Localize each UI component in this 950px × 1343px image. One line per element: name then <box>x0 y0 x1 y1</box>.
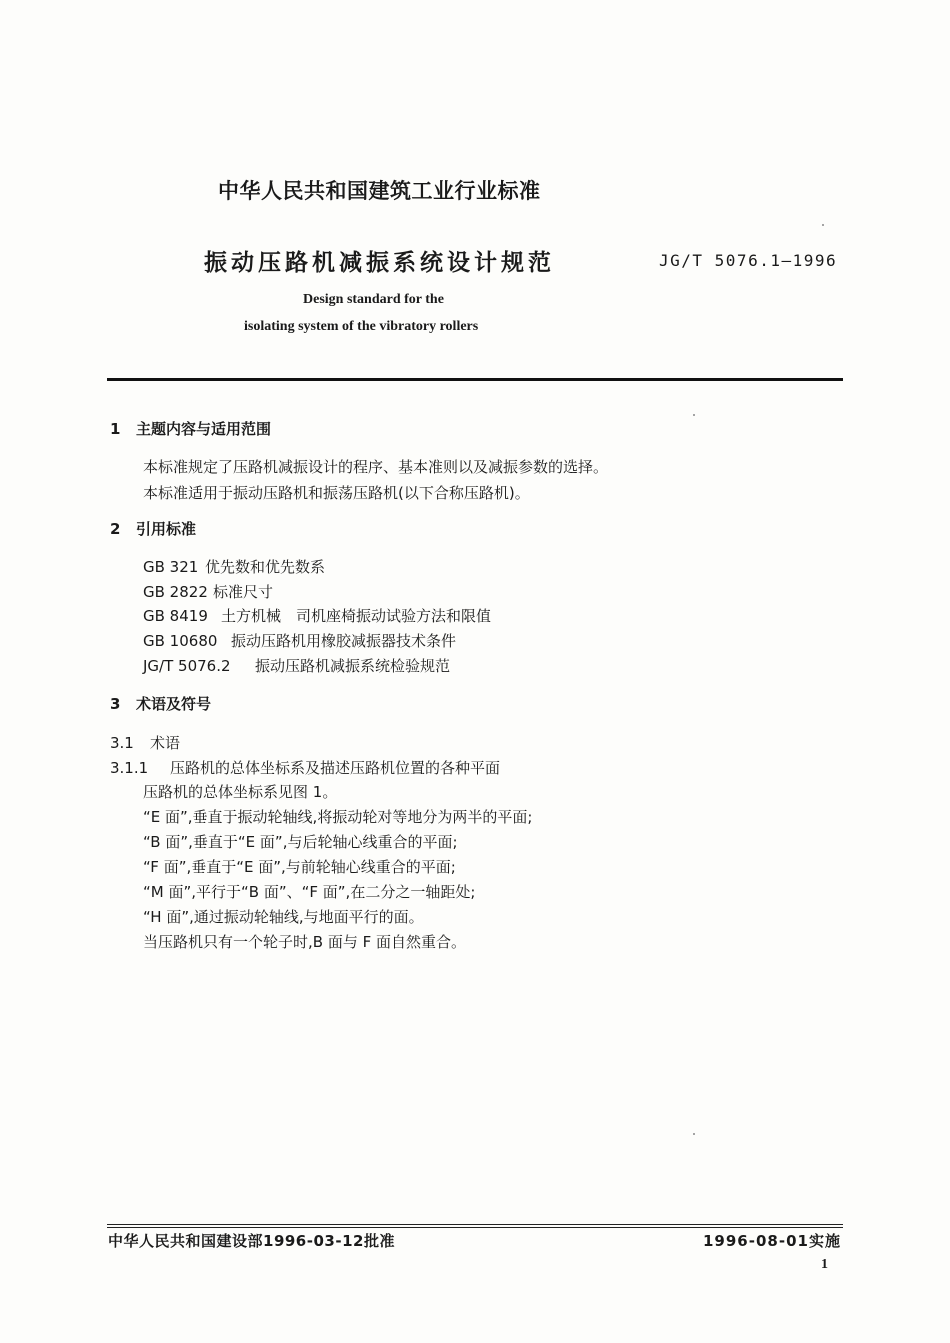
subsection-3-1-heading <box>110 732 180 753</box>
reference-code: JG/T 5076.2 <box>143 657 231 675</box>
section-title: 主题内容与适用范围 <box>136 420 272 438</box>
subsection-3-1-1-heading <box>110 757 500 778</box>
reference-item <box>143 605 491 626</box>
approval-statement: 中华人民共和国建设部1996-03-12批准 <box>108 1232 395 1250</box>
paragraph: 本标准规定了压路机减振设计的程序、基本准则以及减振参数的选择。 <box>143 458 609 476</box>
definition-line: “F 面”,垂直于“E 面”,与前轮轴心线重合的平面; <box>143 858 456 876</box>
english-title-line2: isolating system of the vibratory rollers <box>244 319 479 334</box>
section-title: 术语及符号 <box>136 695 212 713</box>
definition-line: “B 面”,垂直于“E 面”,与后轮轴心线重合的平面; <box>143 833 458 851</box>
paragraph: 本标准适用于振动压路机和振荡压路机(以下合称压路机)。 <box>143 484 530 502</box>
reference-item <box>143 655 450 676</box>
header-divider <box>107 378 843 381</box>
issuing-organization: 中华人民共和国建筑工业行业标准 <box>218 179 541 203</box>
reference-item <box>143 581 273 602</box>
reference-item <box>143 556 325 577</box>
subsection-title: 压路机的总体坐标系及描述压路机位置的各种平面 <box>170 759 501 777</box>
scan-speck <box>693 1133 695 1135</box>
section-title: 引用标准 <box>136 520 197 538</box>
implementation-date: 1996-08-01实施 <box>703 1232 841 1250</box>
reference-name: 标准尺寸 <box>213 583 274 601</box>
section-3-heading <box>110 693 211 714</box>
reference-item <box>143 630 456 651</box>
reference-name: 振动压路机用橡胶减振器技术条件 <box>231 632 457 650</box>
reference-code: GB 321 <box>143 558 199 576</box>
page-number: 1 <box>821 1257 828 1272</box>
definition-line: “E 面”,垂直于振动轮轴线,将振动轮对等地分为两半的平面; <box>143 808 533 826</box>
reference-name: 振动压路机减振系统检验规范 <box>255 657 451 675</box>
definition-line: 压路机的总体坐标系见图 1。 <box>143 783 338 801</box>
section-2-heading <box>110 518 196 539</box>
reference-name: 土方机械 司机座椅振动试验方法和限值 <box>221 607 492 625</box>
section-1-heading <box>110 418 271 439</box>
definition-line: “M 面”,平行于“B 面”、“F 面”,在二分之一轴距处; <box>143 883 476 901</box>
subsection-number: 3.1 <box>110 734 134 752</box>
subsection-title: 术语 <box>150 734 181 752</box>
definition-line: 当压路机只有一个轮子时,B 面与 F 面自然重合。 <box>143 933 466 951</box>
document-title: 振动压路机减振系统设计规范 <box>204 250 555 276</box>
section-number: 3 <box>110 695 121 713</box>
scan-speck <box>822 224 824 226</box>
footer-divider <box>107 1224 843 1228</box>
subsection-number: 3.1.1 <box>110 759 149 777</box>
reference-code: GB 2822 <box>143 583 208 601</box>
reference-code: GB 10680 <box>143 632 218 650</box>
section-number: 1 <box>110 420 121 438</box>
english-title-line1: Design standard for the <box>303 292 444 307</box>
reference-code: GB 8419 <box>143 607 208 625</box>
definition-line: “H 面”,通过振动轮轴线,与地面平行的面。 <box>143 908 424 926</box>
scan-speck <box>693 414 695 416</box>
standard-code: JG/T 5076.1—1996 <box>659 251 838 270</box>
section-number: 2 <box>110 520 121 538</box>
reference-name: 优先数和优先数系 <box>205 558 326 576</box>
